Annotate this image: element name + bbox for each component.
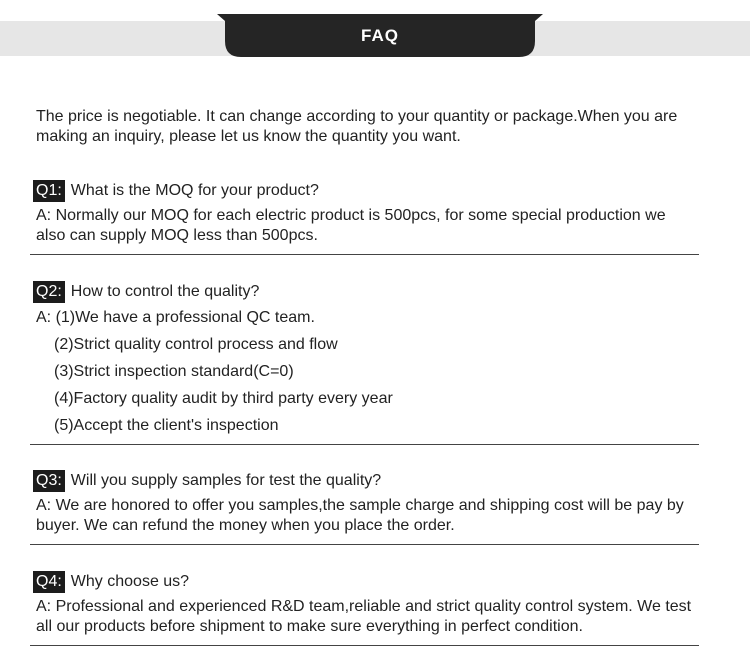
faq-item-q2 [33,281,699,443]
question-text: How to control the quality? [70,283,260,300]
intro-text: The price is negotiable. It can change according to your quantity or package.When you are making an inquiry, please let us know the quantity you want. [36,108,678,145]
answer-list [36,308,699,443]
question-line [33,571,699,593]
faq-title: FAQ [361,26,399,45]
question-text: What is the MOQ for your product? [70,182,319,199]
question-text: Will you supply samples for test the quality? [70,472,382,489]
faq-item-q1 [33,180,699,246]
question-line [33,281,699,303]
faq-item-q4 [33,571,699,637]
question-badge: Q1: [33,180,65,202]
divider [30,645,699,646]
divider [30,254,699,255]
answer-line: (4)Factory quality audit by third party every year [54,390,393,407]
answer-line: (2)Strict quality control process and flow [54,336,338,353]
answer-text: A: We are honored to offer you samples,the sample charge and shipping cost will be pay by buyer. We can refund the money when you place the order. [36,497,684,534]
answer-line: A: (1)We have a professional QC team. [36,309,315,326]
answer-text: A: Normally our MOQ for each electric product is 500pcs, for some special production we also can supply MOQ less than 500pcs. [36,207,666,244]
answer-line: (3)Strict inspection standard(C=0) [54,363,294,380]
question-badge: Q4: [33,571,65,593]
divider [30,544,699,545]
question-badge: Q3: [33,470,65,492]
divider [30,444,699,445]
question-line [33,470,699,492]
faq-header-tab [217,14,543,58]
answer-line: (5)Accept the client's inspection [54,417,279,434]
faq-item-q3 [33,470,699,536]
question-line [33,180,699,202]
answer-text: A: Professional and experienced R&D team,reliable and strict quality control system. We test all our products before shipment to make sure everything in perfect condition. [36,598,692,635]
question-badge: Q2: [33,281,65,303]
question-text: Why choose us? [70,573,190,590]
